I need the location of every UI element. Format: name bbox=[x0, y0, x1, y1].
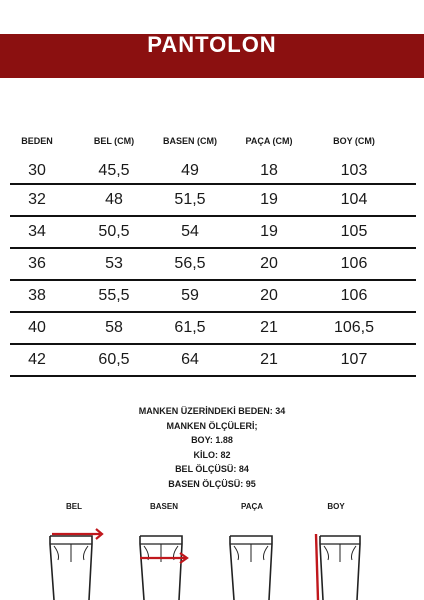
model-hip: BASEN ÖLÇÜSÜ: 95 bbox=[168, 478, 256, 489]
table-cell: 19 bbox=[260, 223, 278, 240]
model-measurements-heading: MANKEN ÖLÇÜLERİ; bbox=[166, 420, 258, 431]
table-row bbox=[10, 313, 416, 345]
diagram-label: PAÇA bbox=[240, 502, 264, 511]
table-cell: 50,5 bbox=[98, 223, 130, 240]
table-row bbox=[10, 185, 416, 217]
table-cell: 105 bbox=[340, 223, 368, 240]
table-cell: 20 bbox=[260, 255, 278, 272]
table-cell: 45,5 bbox=[98, 162, 130, 179]
table-row bbox=[10, 345, 416, 377]
model-size: MANKEN ÜZERİNDEKİ BEDEN: 34 bbox=[138, 406, 286, 416]
table-header bbox=[10, 136, 416, 156]
table-cell: 21 bbox=[260, 351, 278, 368]
model-waist: BEL ÖLÇÜSÜ: 84 bbox=[175, 464, 249, 474]
table-cell: 56,5 bbox=[174, 255, 206, 272]
size-table bbox=[10, 136, 416, 377]
table-cell: 107 bbox=[340, 351, 368, 368]
model-weight: KİLO: 82 bbox=[193, 449, 231, 460]
column-header-basen: BASEN (CM) bbox=[163, 136, 217, 146]
page-title: PANTOLON bbox=[147, 32, 277, 57]
table-cell: 59 bbox=[181, 287, 199, 304]
table-row bbox=[10, 281, 416, 313]
table-row bbox=[10, 156, 416, 185]
diagram-boy bbox=[306, 502, 366, 600]
column-header-beden: BEDEN bbox=[21, 136, 53, 146]
diagram-label: BOY bbox=[327, 502, 345, 511]
table-cell: 61,5 bbox=[174, 319, 206, 336]
table-cell: 55,5 bbox=[98, 287, 130, 304]
pants-hip-icon bbox=[134, 514, 194, 600]
table-cell: 64 bbox=[181, 351, 199, 368]
column-header-boy: BOY (CM) bbox=[333, 136, 375, 146]
table-cell: 21 bbox=[260, 319, 278, 336]
table-cell: 106 bbox=[340, 255, 368, 272]
table-cell: 34 bbox=[28, 223, 46, 240]
table-cell: 42 bbox=[28, 351, 46, 368]
table-cell: 38 bbox=[28, 287, 46, 304]
table-cell: 32 bbox=[28, 191, 46, 208]
pants-length-icon bbox=[306, 514, 366, 600]
table-cell: 36 bbox=[28, 255, 46, 272]
model-height: BOY: 1.88 bbox=[191, 435, 233, 445]
table-cell: 54 bbox=[181, 223, 199, 240]
table-cell: 40 bbox=[28, 319, 46, 336]
table-cell: 19 bbox=[260, 191, 278, 208]
header-banner bbox=[0, 34, 424, 78]
table-cell: 58 bbox=[105, 319, 123, 336]
column-header-paca: PAÇA (CM) bbox=[245, 136, 293, 146]
table-cell: 53 bbox=[105, 255, 123, 272]
table-cell: 48 bbox=[105, 191, 123, 208]
diagram-label: BASEN bbox=[149, 502, 178, 511]
column-header-bel: BEL (CM) bbox=[93, 136, 135, 146]
table-cell: 18 bbox=[260, 162, 278, 179]
diagram-label: BEL bbox=[66, 502, 82, 511]
table-cell: 49 bbox=[181, 162, 199, 179]
table-cell: 106,5 bbox=[333, 319, 375, 336]
table-cell: 104 bbox=[340, 191, 368, 208]
pants-waist-icon bbox=[44, 514, 104, 600]
diagram-bel bbox=[44, 502, 104, 600]
table-cell: 30 bbox=[28, 162, 46, 179]
table-cell: 103 bbox=[340, 162, 368, 179]
table-cell: 20 bbox=[260, 287, 278, 304]
table-row bbox=[10, 217, 416, 249]
model-info bbox=[0, 404, 424, 491]
table-cell: 60,5 bbox=[98, 351, 130, 368]
diagram-basen bbox=[134, 502, 194, 600]
pants-hem-icon bbox=[222, 514, 282, 600]
diagram-paca bbox=[222, 502, 282, 600]
table-cell: 106 bbox=[340, 287, 368, 304]
table-row bbox=[10, 249, 416, 281]
table-cell: 51,5 bbox=[174, 191, 206, 208]
